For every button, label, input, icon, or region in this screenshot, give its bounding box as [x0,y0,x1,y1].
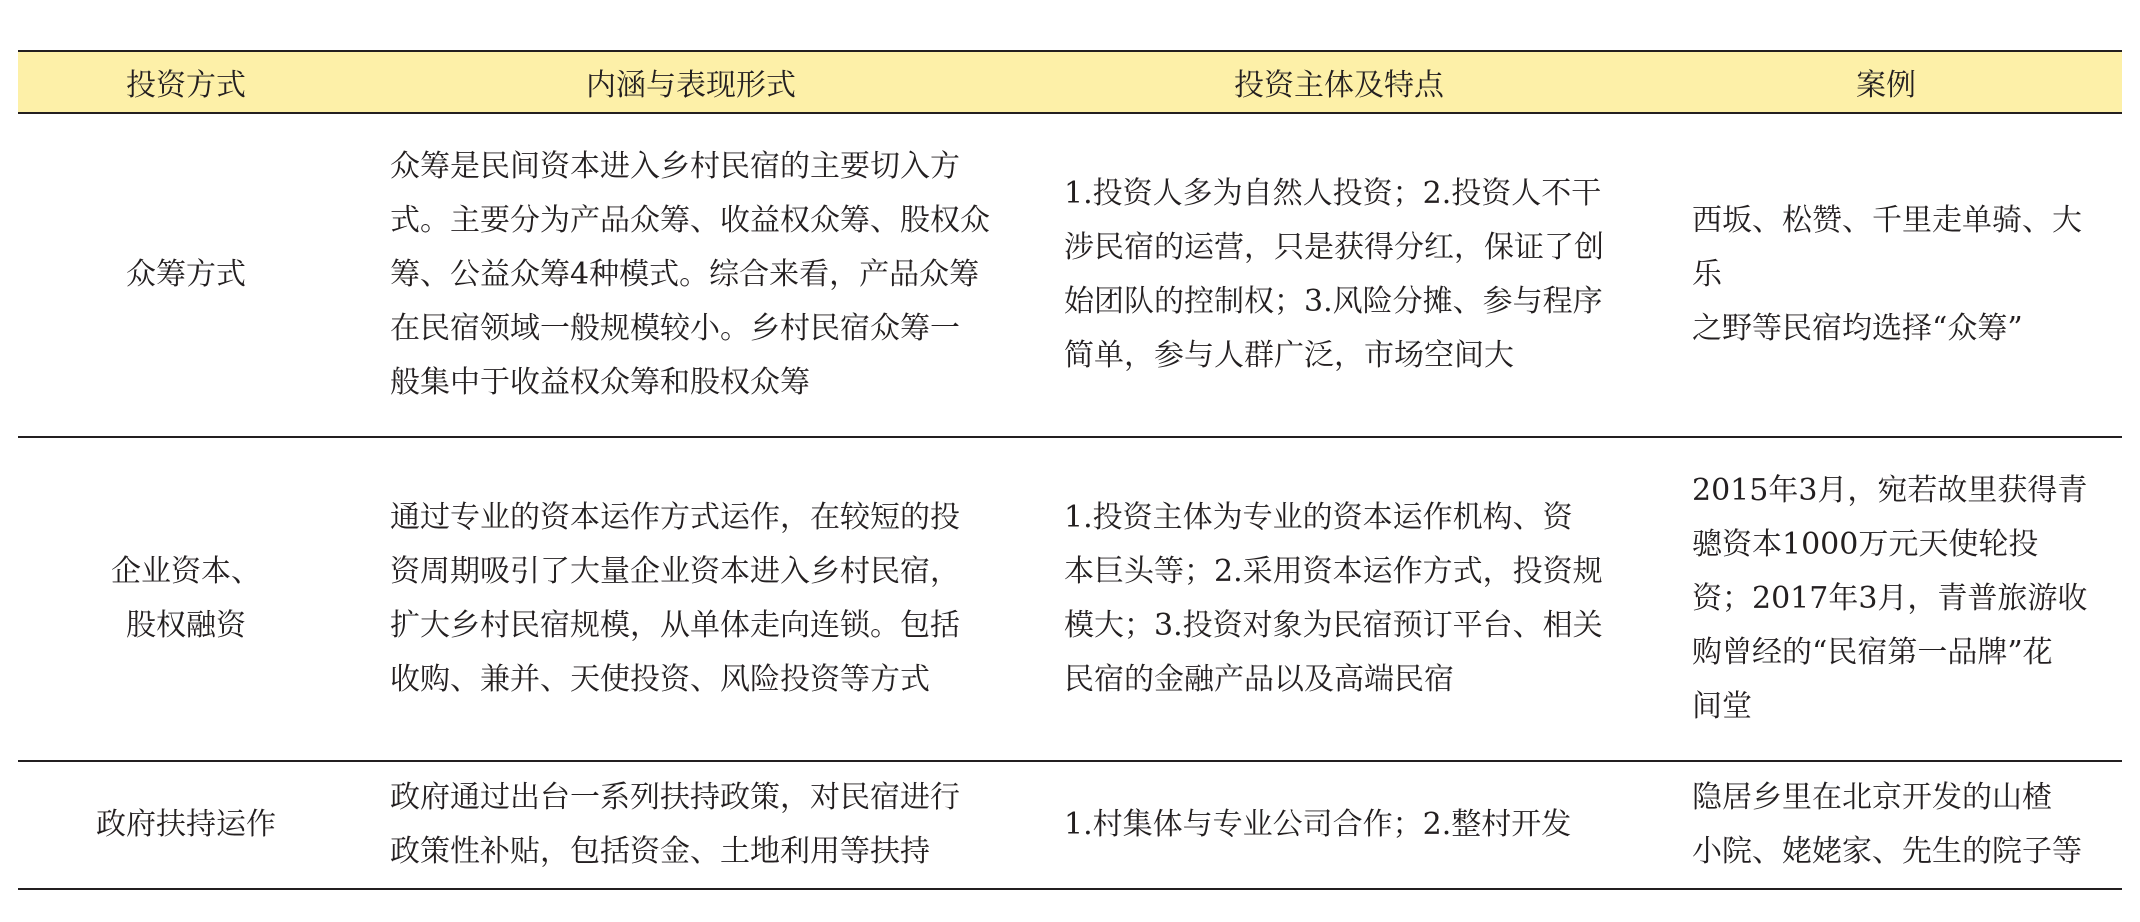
row-subject-text: 1.投资主体为专业的资本运作机构、资 本巨头等；2.采用资本运作方式，投资规 模大；3.投资对象为民宿预订平台、相关 民宿的金融产品以及高端民宿 [1064,500,1603,697]
row-case-text: 西坂、松赞、千里走单骑、大乐 之野等民宿均选择“众筹” [1692,203,2082,346]
row-case-cell [1650,761,2122,889]
row-subject-text: 1.投资人多为自然人投资；2.投资人不干 涉民宿的运营，只是获得分红，保证了创 始团队的控制权；3.风险分摊、参与程序 简单，参与人群广泛，市场空间大 [1064,176,1604,373]
investment-methods-table [18,50,2122,890]
header-row [18,51,2122,113]
row-type-cell [18,113,354,437]
row-case-text: 隐居乡里在北京开发的山楂 小院、姥姥家、先生的院子等 [1692,780,2082,869]
table-row [18,761,2122,889]
row-description-text: 通过专业的资本运作方式运作，在较短的投 资周期吸引了大量企业资本进入乡村民宿， 扩大乡村民宿规模，从单体走向连锁。包括 收购、兼并、天使投资、风险投资等方式 [390,500,960,697]
table-header [18,51,2122,113]
header-connotation-forms: 内涵与表现形式 [354,51,1028,113]
row-subject-cell [1028,113,1650,437]
row-subject-text: 1.村集体与专业公司合作；2.整村开发 [1064,807,1572,842]
row-type-text: 政府扶持运作 [96,807,276,842]
row-case-cell [1650,437,2122,761]
row-type-text: 众筹方式 [126,257,246,292]
row-description-cell [354,437,1028,761]
row-description-text: 政府通过出台一系列扶持政策，对民宿进行 政策性补贴，包括资金、土地利用等扶持 [390,780,960,869]
row-type-cell [18,761,354,889]
row-subject-cell [1028,761,1650,889]
row-description-cell [354,761,1028,889]
row-case-cell [1650,113,2122,437]
row-description-text: 众筹是民间资本进入乡村民宿的主要切入方 式。主要分为产品众筹、收益权众筹、股权众 筹、公益众筹4种模式。综合来看，产品众筹 在民宿领域一般规模较小。乡村民宿众筹一 般集中于收益权众筹和股权众筹 [390,149,990,400]
header-investment-method: 投资方式 [18,51,354,113]
row-case-text: 2015年3月，宛若故里获得青 骢资本1000万元天使轮投 资；2017年3月，青普旅游收 购曾经的“民宿第一品牌”花 间堂 [1692,473,2088,724]
header-cases: 案例 [1650,51,2122,113]
table-body [18,113,2122,889]
row-type-text: 企业资本、 股权融资 [111,554,261,643]
row-description-cell [354,113,1028,437]
row-subject-cell [1028,437,1650,761]
header-investor-features: 投资主体及特点 [1028,51,1650,113]
table-row [18,437,2122,761]
table-row [18,113,2122,437]
row-type-cell [18,437,354,761]
